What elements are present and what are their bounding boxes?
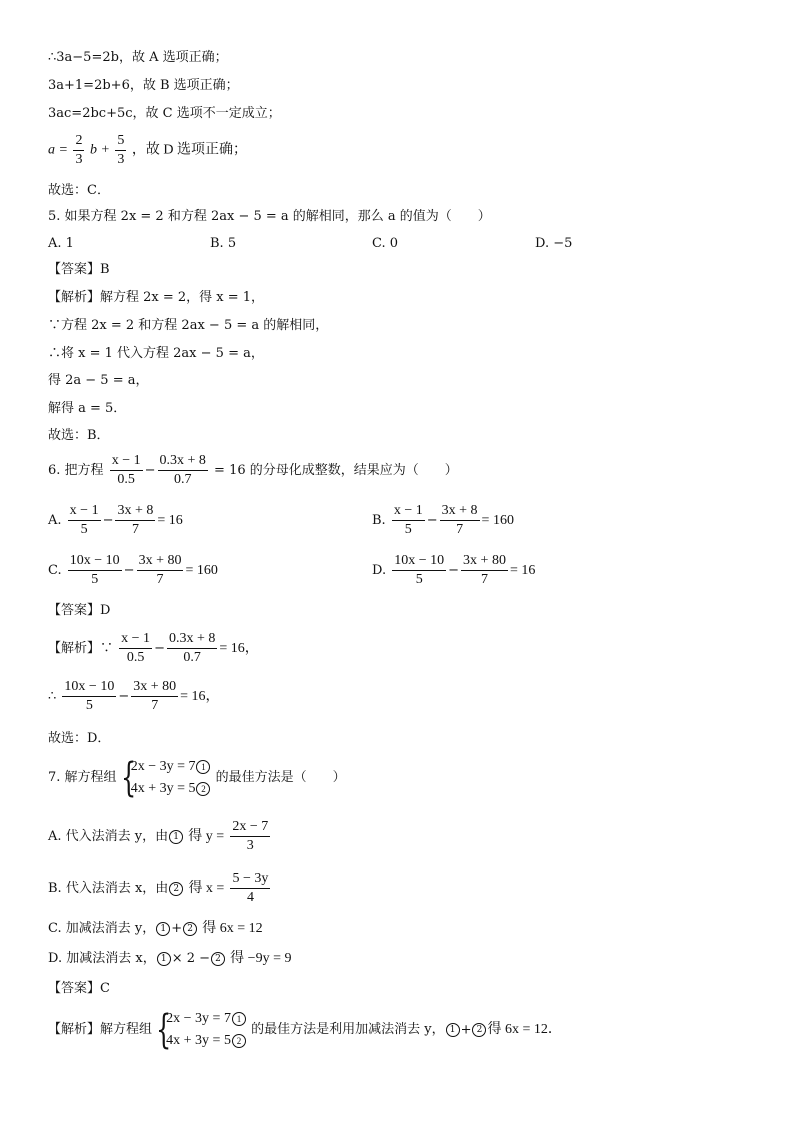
prev-conclusion: 故选：C． (48, 183, 110, 198)
q7-stem: 7. 解方程组 { 2x − 3y = 7 1 4x + 3y = 5 2 的最佳方法是（ ） (48, 755, 346, 801)
q5-option-a: A. 1 (48, 236, 74, 251)
circled-2-icon: 2 (196, 782, 210, 796)
q7-option-d: D. 加减法消去 x， 1 × 2 − 2 得 −9y = 9 (48, 951, 292, 966)
prev-line-2: 3a+1=2b+6，故 B 选项正确； (48, 78, 239, 93)
eq-lhs: a = (48, 142, 68, 158)
q7-option-a: A. 代入法消去 y，由 1 得 y = $\frac{2x - 7}{3}$ (48, 819, 269, 853)
q5-solution-1: 【解析】解方程 2x = 2，得 x = 1， (48, 290, 265, 305)
q5-conclusion: 故选：B． (48, 428, 110, 443)
q5-stem: 5. 如果方程 2x = 2 和方程 2ax − 5 = a 的解相同，那么 a 的值为（ ） (48, 209, 491, 224)
prev-line-3: 3ac=2bc+5c，故 C 选项不一定成立； (48, 106, 281, 121)
q5-option-c: C. 0 (372, 236, 399, 251)
q5-solution-3: ∴将 x = 1 代入方程 2ax − 5 = a， (48, 346, 264, 361)
prev-line-1: ∴3a−5=2b，故 A 选项正确； (48, 50, 228, 65)
eq-mid: b + (89, 142, 110, 158)
fraction: $\frac{2}{3}$ (75, 133, 83, 167)
q5-option-d: D. −5 (535, 236, 573, 251)
q5-answer: 【答案】B (48, 262, 110, 277)
q7-option-c: C. 加减法消去 y， 1 + 2 得 6x = 12 (48, 921, 263, 936)
q6-option-a: A. $\frac{x - 1}{5}$ − $\frac{3x + 8}{7}$ = 16 (48, 503, 183, 537)
equation-system: { 2x − 3y = 7 1 4x + 3y = 5 2 (121, 756, 212, 800)
circled-2-icon: 2 (169, 882, 183, 896)
q6-conclusion: 故选：D． (48, 731, 111, 746)
fraction: $\frac{x - 1}{0.5}$ (111, 453, 141, 487)
equation-system: { 2x − 3y = 7 1 4x + 3y = 5 2 (156, 1008, 247, 1052)
q6-solution-1: 【解析】∵ $\frac{x - 1}{0.5}$ − $\frac{0.3x + 8}{0.7}$ = 16， (48, 631, 259, 665)
q7-answer: 【答案】C (48, 981, 110, 996)
prev-line-4 (48, 132, 247, 169)
q7-solution: 【解析】解方程组 { 2x − 3y = 7 1 4x + 3y = 5 2 的最佳方法是利用加减法消去 y， 1 + 2 得 6x = 12． (48, 1007, 562, 1053)
q5-option-b: B. 5 (210, 236, 237, 251)
q6-stem-pre: 6. 把方程 (48, 463, 104, 478)
q5-solution-5: 解得 a = 5． (48, 401, 127, 416)
circled-1-icon: 1 (196, 760, 210, 774)
q6-option-d: D. $\frac{10x - 10}{5}$ − $\frac{3x + 80}{7}$ = 16 (372, 553, 536, 587)
q6-solution-2: ∴ $\frac{10x - 10}{5}$ − $\frac{3x + 80}{7}$ = 16， (48, 679, 220, 713)
q5-solution-2: ∵方程 2x = 2 和方程 2ax − 5 = a 的解相同， (48, 318, 329, 333)
q6-stem: 6. 把方程 $\frac{x - 1}{0.5}$ − $\frac{0.3x + 8}{0.7}$ = 16 的分母化成整数，结果应为（ ） (48, 453, 458, 487)
q6-answer: 【答案】D (48, 603, 111, 618)
q7-option-b: B. 代入法消去 x，由 2 得 x = $\frac{5 - 3y}{4}$ (48, 871, 269, 905)
q6-option-c: C. $\frac{10x - 10}{5}$ − $\frac{3x + 80}{7}$ = 160 (48, 553, 218, 587)
q6-stem-post: = 16 的分母化成整数，结果应为（ ） (214, 463, 458, 478)
q6-option-b: B. $\frac{x - 1}{5}$ − $\frac{3x + 8}{7}$ = 160 (372, 503, 514, 537)
fraction: $\frac{5}{3}$ (117, 133, 125, 167)
q5-solution-4: 得 2a − 5 = a， (48, 373, 149, 388)
eq-post: ，故 D 选项正确； (131, 142, 248, 158)
fraction: $\frac{0.3x + 8}{0.7}$ (159, 453, 206, 487)
circled-1-icon: 1 (169, 830, 183, 844)
